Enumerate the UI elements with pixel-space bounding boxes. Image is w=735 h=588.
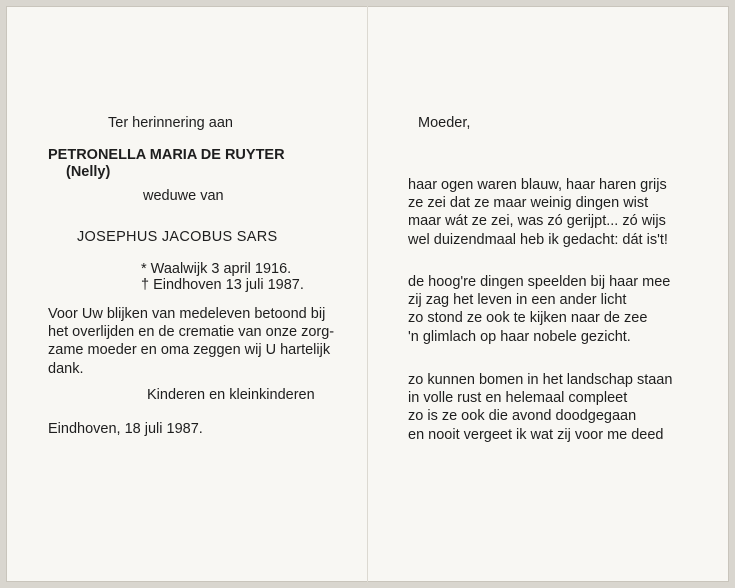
poem-line: zij zag het leven in een ander licht — [408, 292, 627, 309]
poem-line: ze zei dat ze maar weinig dingen wist — [408, 195, 649, 212]
intro-text: Ter herinnering aan — [108, 115, 233, 131]
thanks-line: het overlijden en de crematie van onze zorg- — [48, 324, 335, 341]
card-fold-line — [367, 6, 368, 582]
poem-line: zo is ze ook die avond doodgegaan — [408, 408, 637, 425]
thanks-paragraph — [48, 305, 334, 378]
poem-line: maar wát ze zei, was zó gerijpt... zó wijs — [408, 213, 666, 230]
widow-of-text: weduwe van — [143, 188, 224, 204]
poem-stanza-1 — [408, 176, 668, 249]
thanks-line: zame moeder en oma zeggen wij U hartelijk — [48, 342, 331, 359]
deceased-name: PETRONELLA MARIA DE RUYTER — [48, 147, 285, 163]
place-date-text: Eindhoven, 18 juli 1987. — [48, 421, 203, 437]
poem-line: zo stond ze ook te kijken naar de zee — [408, 310, 648, 327]
thanks-line: Voor Uw blijken van medeleven betoond bij — [48, 306, 326, 322]
poem-line: de hoog're dingen speelden bij haar mee — [408, 274, 671, 290]
poem-stanza-3 — [408, 371, 672, 444]
poem-line: zo kunnen bomen in het landschap staan — [408, 372, 673, 388]
poem-stanza-2 — [408, 273, 670, 346]
birth-line: * Waalwijk 3 april 1916. — [141, 261, 292, 277]
signature-text: Kinderen en kleinkinderen — [147, 387, 315, 403]
spouse-name: JOSEPHUS JACOBUS SARS — [77, 229, 278, 245]
deceased-nickname: (Nelly) — [66, 164, 111, 180]
poem-salutation: Moeder, — [418, 115, 471, 131]
poem-line: en nooit vergeet ik wat zij voor me deed — [408, 426, 664, 443]
thanks-line: dank. — [48, 360, 84, 377]
poem-line: in volle rust en helemaal compleet — [408, 390, 628, 407]
poem-line: haar ogen waren blauw, haar haren grijs — [408, 177, 667, 193]
poem-line: 'n glimlach op haar nobele gezicht. — [408, 328, 631, 345]
death-line: † Eindhoven 13 juli 1987. — [141, 277, 304, 293]
poem-line: wel duizendmaal heb ik gedacht: dát is't! — [408, 231, 668, 248]
